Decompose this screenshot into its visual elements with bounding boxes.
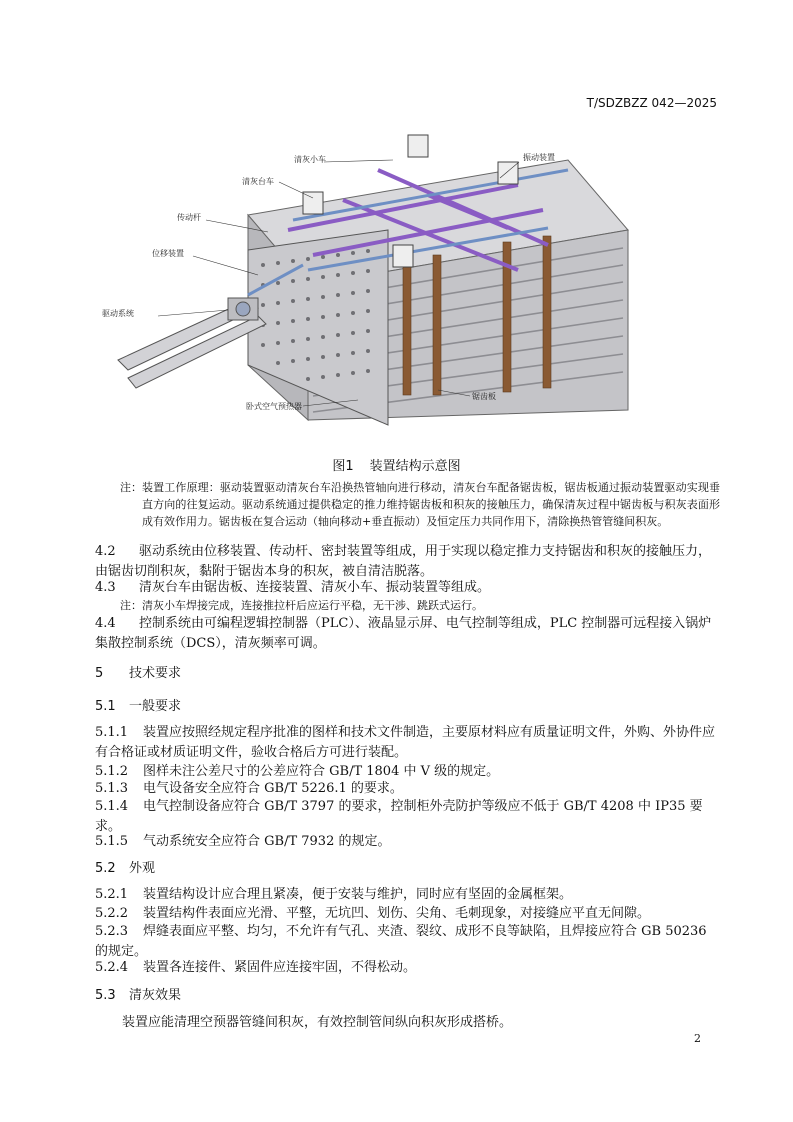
clause-number: 4.2	[95, 544, 116, 559]
heading-number: 5.2	[95, 861, 116, 876]
clause-number: 5.1.1	[95, 725, 129, 740]
clause-text: 焊缝表面应平整、均匀，不允许有气孔、夹渣、裂纹、成形不良等缺陷，且焊接应符合 GB 50236 的规定。	[95, 924, 707, 959]
clause-text: 图样未注公差尺寸的公差应符合 GB/T 1804 中 V 级的规定。	[143, 764, 500, 779]
clause-number: 5.1.2	[95, 764, 129, 779]
callout-cleaning-trolley: 清灰小车	[294, 155, 326, 164]
clause-text: 气动系统安全应符合 GB/T 7932 的规定。	[143, 834, 391, 849]
heading-title: 一般要求	[129, 699, 182, 714]
heading-5	[95, 664, 181, 684]
note-text: 装置工作原理：驱动装置驱动清灰台车沿换热管轴向进行移动，清灰台车配备锯齿板，锯齿板通过振动装置驱动实现垂直方向的往复运动。驱动系统通过提供稳定的推力维持锯齿板和积灰的接触压力，确保清灰过程中锯齿板与积灰表面形成有效作用力。锯齿板在复合运动（轴向移动+垂直振动）及恒定压力共同作用下，清除换热管管缝间积灰。	[142, 481, 720, 528]
callout-preheater: 卧式空气预热器	[246, 402, 302, 411]
clause-number: 5.2.1	[95, 887, 129, 902]
clause-5-2-4	[95, 958, 718, 978]
clause-number: 5.2.3	[95, 924, 129, 939]
clause-text: 电气控制设备应符合 GB/T 3797 的要求，控制柜外壳防护等级应不低于 GB/T 4208 中 IP35 要求。	[95, 799, 703, 834]
clause-text: 装置结构设计应合理且紧凑，便于安装与维护，同时应有坚固的金属框架。	[143, 887, 573, 902]
callout-vibration-device: 振动装置	[523, 153, 555, 162]
clause-text: 电气设备安全应符合 GB/T 5226.1 的要求。	[143, 781, 403, 796]
heading-title: 技术要求	[129, 666, 182, 681]
figure-number: 图1	[332, 459, 354, 474]
clause-5-2-1	[95, 885, 718, 905]
clause-5-1-3	[95, 779, 718, 799]
figure-note	[120, 479, 720, 530]
clause-4-3	[95, 578, 718, 598]
clause-number: 5.2.2	[95, 906, 129, 921]
callout-sawtooth-plate: 锯齿板	[472, 392, 496, 401]
callout-displacement-device: 位移装置	[152, 249, 184, 258]
clause-5-1-1	[95, 723, 718, 763]
clause-number: 5.1.4	[95, 799, 129, 814]
figure-title: 装置结构示意图	[369, 459, 461, 474]
note-4-3: 注：清灰小车焊接完成，连接推拉杆后应运行平稳，无干涉、跳跃式运行。	[120, 599, 483, 612]
heading-number: 5.1	[95, 699, 116, 714]
heading-number: 5.3	[95, 988, 116, 1003]
clause-number: 5.1.5	[95, 834, 129, 849]
callout-cleaning-carriage: 清灰台车	[242, 177, 274, 186]
clause-5-2-3	[95, 922, 718, 962]
heading-5-2	[95, 859, 155, 879]
clause-number: 4.3	[95, 580, 116, 595]
clause-number: 5.2.4	[95, 960, 129, 975]
clause-5-3-body: 装置应能清理空预器管缝间积灰，有效控制管间纵向积灰形成搭桥。	[122, 1015, 513, 1030]
device-structure-figure	[98, 120, 658, 440]
figure-caption	[0, 455, 793, 474]
heading-title: 外观	[129, 861, 156, 876]
clause-text: 驱动系统由位移装置、传动杆、密封装置等组成，用于实现以稳定推力支持锯齿和积灰的接触压力，由锯齿切削积灰，黏附于锯齿本身的积灰，被自清洁脱落。	[95, 544, 712, 579]
clause-4-4	[95, 614, 718, 654]
callout-drive-system: 驱动系统	[102, 309, 134, 318]
callout-drive-rod: 传动杆	[177, 213, 201, 222]
heading-5-3	[95, 986, 181, 1006]
heading-number: 5	[95, 666, 104, 681]
clause-5-2-2	[95, 904, 718, 924]
clause-text: 控制系统由可编程逻辑控制器（PLC）、液晶显示屏、电气控制等组成，PLC 控制器可远程接入锅炉集散控制系统（DCS），清灰频率可调。	[95, 616, 712, 651]
clause-5-1-4	[95, 797, 718, 837]
clause-text: 装置应按照经规定程序批准的图样和技术文件制造，主要原材料应有质量证明文件，外购、外协件应有合格证或材质证明文件，验收合格后方可进行装配。	[95, 725, 716, 760]
document-code: T/SDZBZZ 042—2025	[586, 96, 717, 110]
clause-4-2	[95, 542, 718, 582]
clause-5-1-5	[95, 832, 718, 852]
drive-system-frame	[118, 298, 266, 388]
clause-text: 装置结构件表面应光滑、平整，无坑凹、划伤、尖角、毛刺现象，对接缝应平直无间隙。	[143, 906, 651, 921]
note-label: 注：	[120, 481, 142, 494]
heading-title: 清灰效果	[129, 988, 182, 1003]
clause-text: 清灰台车由锯齿板、连接装置、清灰小车、振动装置等组成。	[139, 580, 491, 595]
clause-number: 4.4	[95, 616, 116, 631]
heading-5-1	[95, 697, 181, 717]
clause-text: 装置各连接件、紧固件应连接牢固，不得松动。	[143, 960, 417, 975]
clause-number: 5.1.3	[95, 781, 129, 796]
page-number: 2	[694, 1032, 701, 1045]
